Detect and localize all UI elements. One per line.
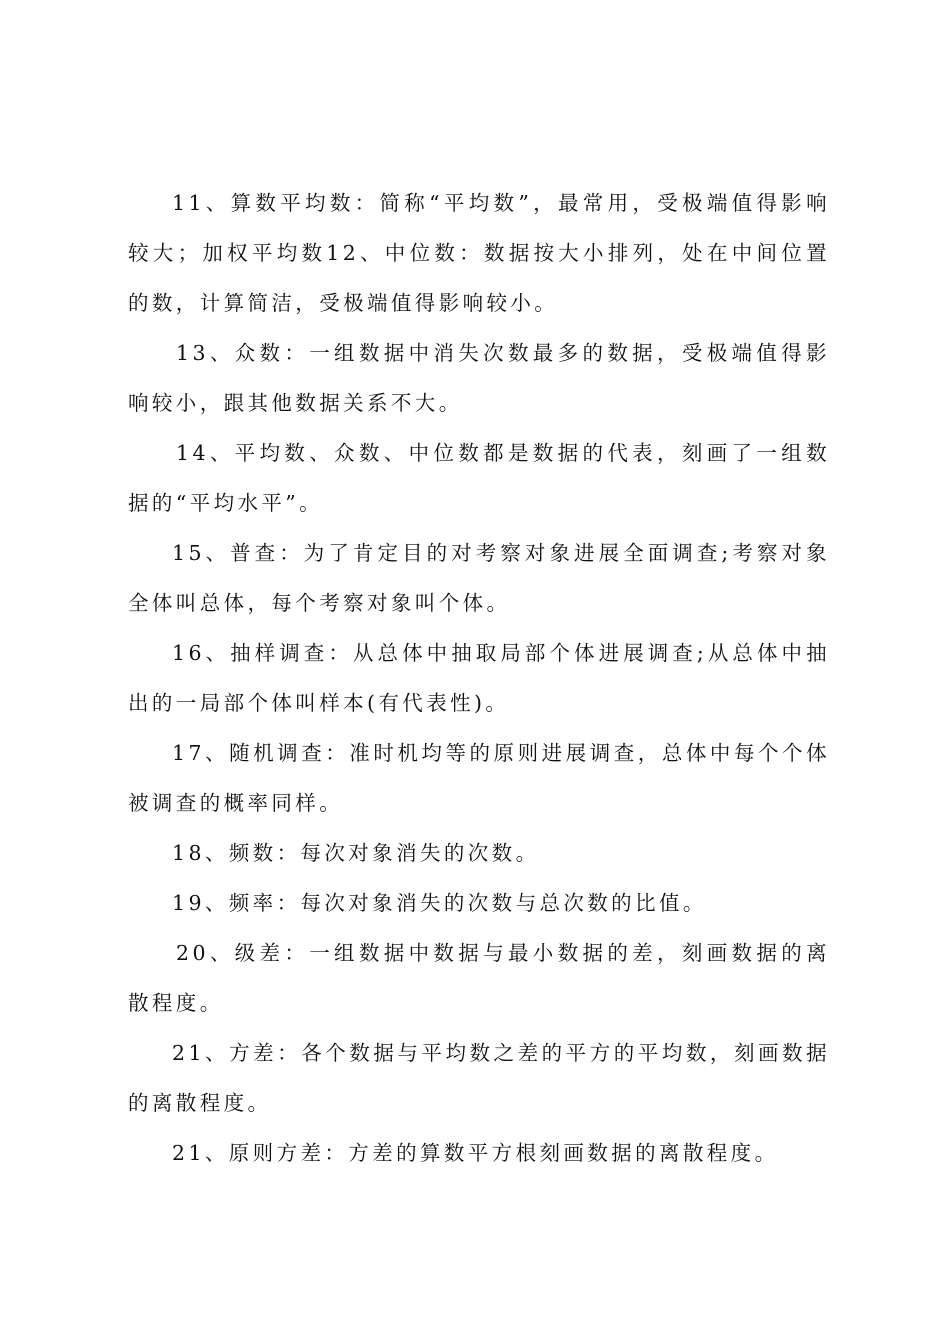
paragraph-item-21-standard-deviation: 21、原则方差：方差的算数平方根刻画数据的离散程度。 — [172, 1141, 779, 1165]
paragraph-item-21-variance: 21、方差：各个数据与平均数之差的平方的平均数，刻画数据的离散程度。 — [128, 1041, 830, 1115]
paragraph-item-18: 18、频数：每次对象消失的次数。 — [172, 841, 540, 865]
paragraph-item-20: 20、级差：一组数据中数据与最小数据的差，刻画数据的离散程度。 — [128, 941, 830, 1015]
paragraph-item-13: 13、众数：一组数据中消失次数最多的数据，受极端值得影响较小，跟其他数据关系不大。 — [128, 341, 830, 415]
paragraph-item-17: 17、随机调查：准时机均等的原则进展调查，总体中每个个体被调查的概率同样。 — [128, 741, 830, 815]
paragraph-item-11: 11、算数平均数：简称“平均数”，最常用，受极端值得影响较大；加权平均数12、中位数：数据按大小排列，处在中间位置的数，计算简洁，受极端值得影响较小。 — [128, 191, 830, 315]
paragraph-item-16: 16、抽样调查：从总体中抽取局部个体进展调查;从总体中抽出的一局部个体叫样本(有代表性)。 — [128, 641, 830, 715]
document-body — [128, 178, 830, 1178]
paragraph-item-19: 19、频率：每次对象消失的次数与总次数的比值。 — [172, 891, 707, 915]
paragraph-item-15: 15、普查：为了肯定目的对考察对象进展全面调查;考察对象全体叫总体，每个考察对象叫个体。 — [128, 541, 830, 615]
paragraph-item-14: 14、平均数、众数、中位数都是数据的代表，刻画了一组数据的“平均水平”。 — [128, 441, 830, 515]
